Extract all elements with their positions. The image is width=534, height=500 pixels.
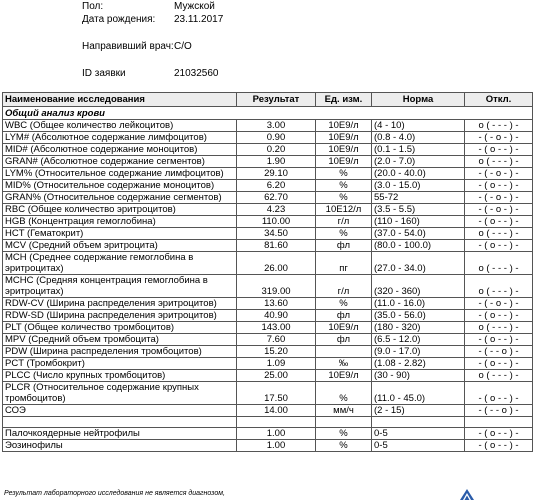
test-norm: (9.0 - 17.0) (372, 346, 465, 358)
test-result: 13.60 (237, 298, 316, 310)
test-deviation: - ( о - - ) - (465, 382, 533, 405)
table-row (3, 334, 533, 346)
test-result: 29.10 (237, 168, 316, 180)
test-norm: 0-5 (372, 440, 465, 452)
table-row (3, 275, 533, 298)
test-norm: (37.0 - 54.0) (372, 228, 465, 240)
test-deviation: - ( - о - ) - (465, 132, 533, 144)
test-unit: фл (316, 240, 372, 252)
test-unit (316, 346, 372, 358)
header-norm: Норма (372, 93, 465, 107)
test-result: 17.50 (237, 382, 316, 405)
test-result: 6.20 (237, 180, 316, 192)
test-norm: (320 - 360) (372, 275, 465, 298)
test-result: 110.00 (237, 216, 316, 228)
spacer-cell (237, 417, 316, 428)
test-deviation: - ( о - - ) - (465, 334, 533, 346)
test-norm: (4 - 10) (372, 120, 465, 132)
test-norm: (11.0 - 16.0) (372, 298, 465, 310)
test-name: PLCR (Относительное содержание крупных тромбоцитов) (3, 382, 237, 405)
test-unit: 10E9/л (316, 120, 372, 132)
test-unit: % (316, 440, 372, 452)
sex-label: Пол: (82, 1, 104, 12)
test-norm: (180 - 320) (372, 322, 465, 334)
test-deviation: - ( о - - ) - (465, 180, 533, 192)
test-norm: (3.5 - 5.5) (372, 204, 465, 216)
test-name: RDW-SD (Ширина распределения эритроцитов) (3, 310, 237, 322)
dob-label: Дата рождения: (82, 14, 156, 25)
test-deviation: - ( о - - ) - (465, 428, 533, 440)
test-name: Палочкоядерные нейтрофилы (3, 428, 237, 440)
test-deviation: - ( - - о ) - (465, 405, 533, 417)
test-norm: (0.8 - 4.0) (372, 132, 465, 144)
test-name: RDW-CV (Ширина распределения эритроцитов) (3, 298, 237, 310)
test-unit: % (316, 298, 372, 310)
test-result: 3.00 (237, 120, 316, 132)
test-deviation: - ( о - - ) - (465, 358, 533, 370)
table-row (3, 440, 533, 452)
test-unit: 10E9/л (316, 144, 372, 156)
test-norm: (35.0 - 56.0) (372, 310, 465, 322)
test-norm: (110 - 160) (372, 216, 465, 228)
table-row (3, 240, 533, 252)
test-deviation: о ( - - - ) - (465, 228, 533, 240)
test-unit: % (316, 168, 372, 180)
test-norm: (30 - 90) (372, 370, 465, 382)
test-result: 319.00 (237, 275, 316, 298)
table-row (3, 216, 533, 228)
test-deviation: о ( - - - ) - (465, 275, 533, 298)
test-result: 1.90 (237, 156, 316, 168)
test-result: 0.20 (237, 144, 316, 156)
test-unit: % (316, 180, 372, 192)
test-unit: 10E9/л (316, 132, 372, 144)
test-deviation: о ( - - - ) - (465, 156, 533, 168)
test-unit: г/л (316, 275, 372, 298)
test-result: 1.00 (237, 428, 316, 440)
spacer-cell (316, 417, 372, 428)
header-name: Наименование исследования (3, 93, 237, 107)
test-unit: фл (316, 310, 372, 322)
footer-note: Результат лабораторного исследования не является диагнозом, (4, 490, 225, 497)
table-row (3, 156, 533, 168)
request-id-value: 21032560 (174, 68, 219, 79)
test-unit: 10E9/л (316, 156, 372, 168)
test-deviation: - ( - о - ) - (465, 204, 533, 216)
test-unit: % (316, 228, 372, 240)
test-name: MCHC (Средняя концентрация гемоглобина в эритроцитах) (3, 275, 237, 298)
table-row (3, 180, 533, 192)
test-result: 62.70 (237, 192, 316, 204)
table-row (3, 120, 533, 132)
test-result: 1.09 (237, 358, 316, 370)
table-row (3, 252, 533, 275)
request-id-label: ID заявки (82, 68, 126, 79)
test-deviation: - ( о - - ) - (465, 440, 533, 452)
spacer-cell (465, 417, 533, 428)
test-name: СОЭ (3, 405, 237, 417)
test-result: 81.60 (237, 240, 316, 252)
table-row (3, 310, 533, 322)
test-result: 4.23 (237, 204, 316, 216)
table-row (3, 144, 533, 156)
header-deviation: Откл. (465, 93, 533, 107)
test-norm: (6.5 - 12.0) (372, 334, 465, 346)
test-norm: (27.0 - 34.0) (372, 252, 465, 275)
test-unit: г/л (316, 216, 372, 228)
test-unit: пг (316, 252, 372, 275)
test-norm: (20.0 - 40.0) (372, 168, 465, 180)
lab-logo-icon (460, 489, 474, 500)
table-row (3, 370, 533, 382)
doctor-value: С/О (174, 41, 192, 52)
test-name: MCH (Среднее содержание гемоглобина в эритроцитах) (3, 252, 237, 275)
table-row (3, 428, 533, 440)
section-row (3, 107, 533, 120)
test-unit: 10E9/л (316, 370, 372, 382)
test-name: PLT (Общее количество тромбоцитов) (3, 322, 237, 334)
sex-value: Мужской (174, 1, 215, 12)
test-unit: % (316, 428, 372, 440)
test-deviation: - ( о - - ) - (465, 240, 533, 252)
test-result: 0.90 (237, 132, 316, 144)
table-row (3, 228, 533, 240)
test-deviation: о ( - - - ) - (465, 120, 533, 132)
header-row (3, 93, 533, 107)
test-name: GRAN# (Абсолютное содержание сегментов) (3, 156, 237, 168)
test-unit: ‰ (316, 358, 372, 370)
doctor-label: Направивший врач: (82, 41, 174, 52)
test-name: PDW (Ширина распределения тромбоцитов) (3, 346, 237, 358)
section-title: Общий анализ крови (3, 107, 533, 120)
test-name: MID# (Абсолютное содержание моноцитов) (3, 144, 237, 156)
test-norm: (2.0 - 7.0) (372, 156, 465, 168)
results-table (2, 92, 533, 452)
test-name: MID% (Относительное содержание моноцитов) (3, 180, 237, 192)
spacer-cell (3, 417, 237, 428)
test-unit: % (316, 192, 372, 204)
test-deviation: - ( - - о ) - (465, 346, 533, 358)
table-row (3, 382, 533, 405)
test-deviation: - ( о - - ) - (465, 144, 533, 156)
test-name: MPV (Средний объем тромбоцита) (3, 334, 237, 346)
test-deviation: - ( - о - ) - (465, 192, 533, 204)
test-name: GRAN% (Относительное содержание сегментов) (3, 192, 237, 204)
test-norm: (80.0 - 100.0) (372, 240, 465, 252)
spacer-row (3, 417, 533, 428)
test-deviation: о ( - - - ) - (465, 252, 533, 275)
test-norm: 55-72 (372, 192, 465, 204)
test-norm: (11.0 - 45.0) (372, 382, 465, 405)
test-deviation: - ( о - - ) - (465, 310, 533, 322)
test-result: 14.00 (237, 405, 316, 417)
header-unit: Ед. изм. (316, 93, 372, 107)
test-norm: 0-5 (372, 428, 465, 440)
test-norm: (0.1 - 1.5) (372, 144, 465, 156)
test-deviation: о ( - - - ) - (465, 370, 533, 382)
test-unit: 10E9/л (316, 322, 372, 334)
table-row (3, 358, 533, 370)
table-row (3, 168, 533, 180)
test-norm: (2 - 15) (372, 405, 465, 417)
test-norm: (3.0 - 15.0) (372, 180, 465, 192)
test-deviation: о ( - - - ) - (465, 322, 533, 334)
test-unit: % (316, 382, 372, 405)
test-deviation: - ( о - - ) - (465, 216, 533, 228)
test-name: HCT (Гематокрит) (3, 228, 237, 240)
test-name: Эозинофилы (3, 440, 237, 452)
table-row (3, 405, 533, 417)
table-row (3, 204, 533, 216)
test-result: 40.90 (237, 310, 316, 322)
test-unit: мм/ч (316, 405, 372, 417)
test-result: 25.00 (237, 370, 316, 382)
test-deviation: - ( - о - ) - (465, 168, 533, 180)
test-name: PCT (Тромбокрит) (3, 358, 237, 370)
table-row (3, 322, 533, 334)
test-deviation: - ( - о - ) - (465, 298, 533, 310)
test-result: 7.60 (237, 334, 316, 346)
test-unit: фл (316, 334, 372, 346)
test-result: 143.00 (237, 322, 316, 334)
test-norm: (1.08 - 2.82) (372, 358, 465, 370)
dob-value: 23.11.2017 (174, 14, 224, 25)
test-name: LYM# (Абсолютное содержание лимфоцитов) (3, 132, 237, 144)
table-row (3, 346, 533, 358)
table-row (3, 132, 533, 144)
test-name: LYM% (Относительное содержание лимфоцитов) (3, 168, 237, 180)
test-name: RBC (Общее количество эритроцитов) (3, 204, 237, 216)
test-result: 15.20 (237, 346, 316, 358)
table-row (3, 298, 533, 310)
test-result: 1.00 (237, 440, 316, 452)
spacer-cell (372, 417, 465, 428)
test-result: 34.50 (237, 228, 316, 240)
header-result: Результат (237, 93, 316, 107)
table-row (3, 192, 533, 204)
test-result: 26.00 (237, 252, 316, 275)
test-unit: 10E12/л (316, 204, 372, 216)
test-name: WBC (Общее количество лейкоцитов) (3, 120, 237, 132)
test-name: MCV (Средний объем эритроцита) (3, 240, 237, 252)
test-name: HGB (Концентрация гемоглобина) (3, 216, 237, 228)
test-name: PLCC (Число крупных тромбоцитов) (3, 370, 237, 382)
